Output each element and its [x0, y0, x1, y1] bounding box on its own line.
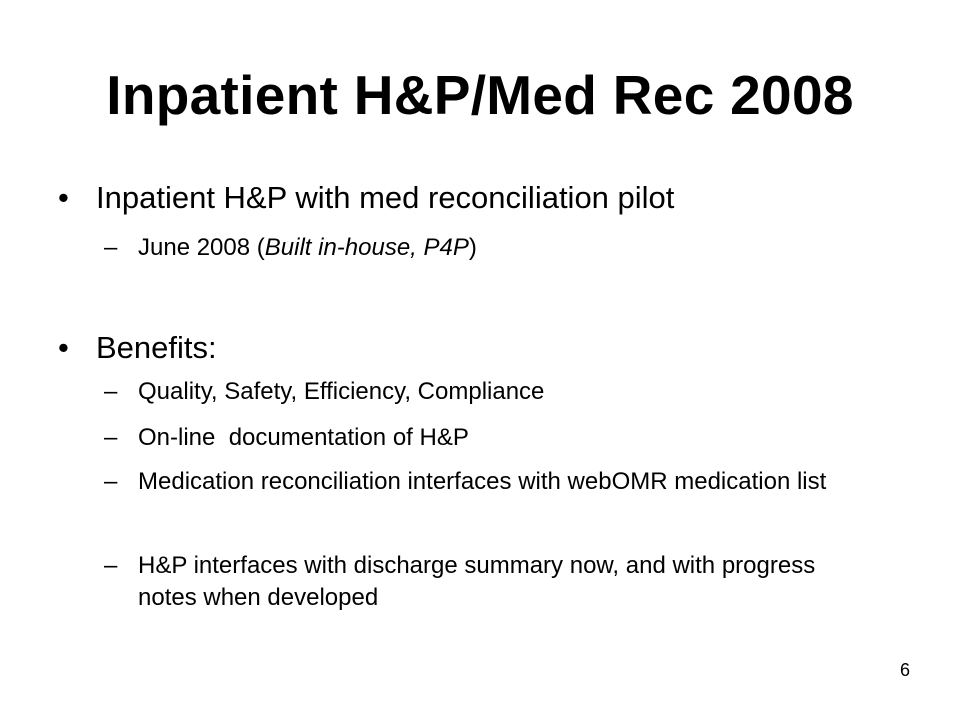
bullet-icon: • — [58, 180, 69, 215]
sub-item-text: Medication reconciliation interfaces with webOMR medication list — [138, 468, 827, 495]
bullet-text: Benefits: — [96, 330, 217, 365]
sub-item-italic: Built in-house, P4P — [264, 234, 469, 261]
page-number: 6 — [899, 660, 910, 680]
sub-item-prefix: June 2008 ( — [138, 234, 265, 261]
sub-item-text: Quality, Safety, Efficiency, Compliance — [138, 378, 545, 405]
dash-icon: – — [104, 552, 118, 579]
sub-item-text: On-line documentation of H&P — [138, 424, 469, 451]
dash-icon: – — [104, 424, 118, 451]
slide-title: Inpatient H&P/Med Rec 2008 — [106, 64, 854, 126]
sub-item-text: H&P interfaces with discharge summary now, and with progress notes when developed — [138, 552, 816, 611]
dash-icon: – — [104, 468, 118, 495]
bullet-icon: • — [58, 330, 69, 365]
dash-icon: – — [104, 234, 118, 261]
bullet-text: Inpatient H&P with med reconciliation pilot — [96, 180, 675, 215]
sub-item-suffix: ) — [468, 234, 477, 261]
sub-item-text — [138, 232, 868, 264]
dash-icon: – — [104, 378, 118, 405]
